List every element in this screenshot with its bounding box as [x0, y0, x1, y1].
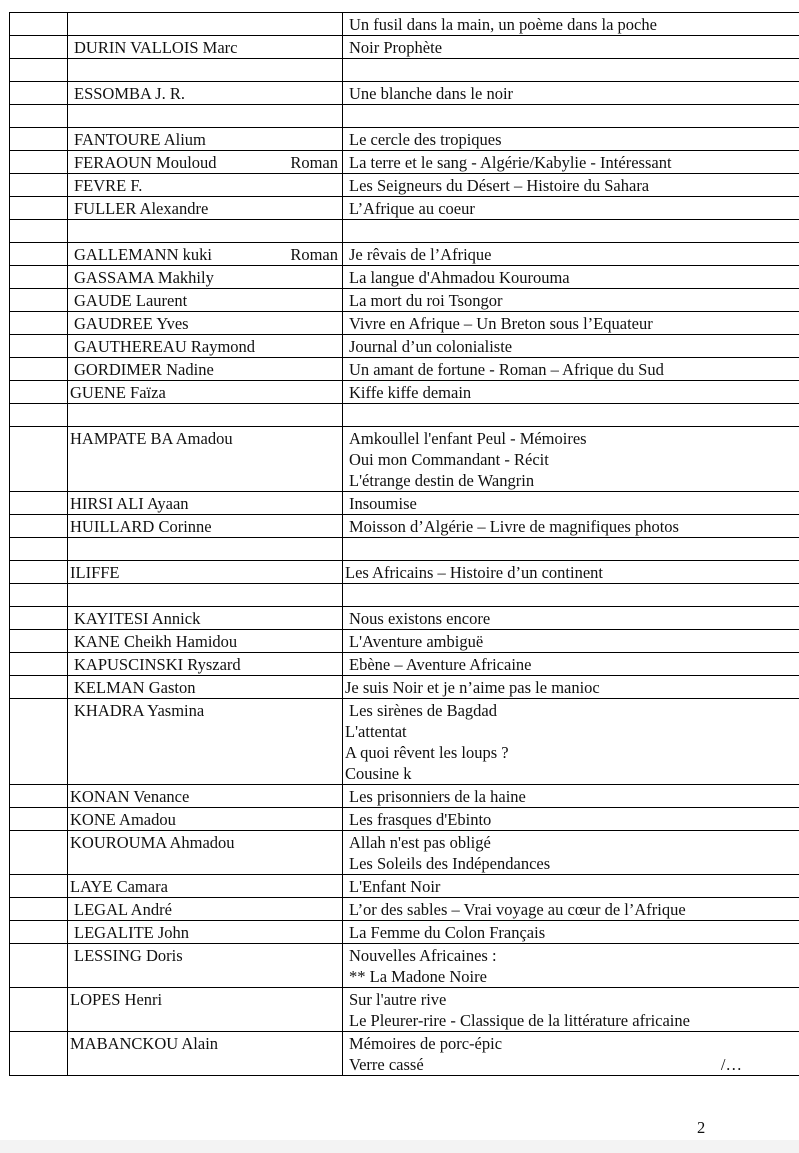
book-title: L'Enfant Noir — [349, 877, 441, 896]
index-cell — [10, 82, 68, 105]
author-cell — [68, 584, 343, 607]
author-cell — [68, 561, 343, 584]
author-name: LESSING Doris — [74, 946, 183, 965]
titles-cell — [343, 944, 799, 988]
book-title: L'attentat — [345, 722, 407, 741]
book-title-line — [349, 1054, 798, 1075]
titles-cell — [343, 538, 799, 561]
author-cell — [68, 59, 343, 82]
index-cell — [10, 988, 68, 1032]
titles-cell — [343, 921, 799, 944]
book-title: Les Seigneurs du Désert – Histoire du Sahara — [349, 176, 650, 195]
author-cell — [68, 197, 343, 220]
author-cell — [68, 699, 343, 785]
author-name: LEGAL André — [74, 900, 172, 919]
table-row — [10, 358, 799, 381]
table-row — [10, 427, 799, 492]
titles-cell — [343, 561, 799, 584]
titles-cell — [343, 831, 799, 875]
table-row — [10, 381, 799, 404]
author-cell — [68, 921, 343, 944]
author-name: GAUDE Laurent — [74, 291, 188, 310]
book-title: Noir Prophète — [349, 38, 443, 57]
index-cell — [10, 921, 68, 944]
table-row — [10, 988, 799, 1032]
book-title: Une blanche dans le noir — [349, 84, 514, 103]
author-cell — [68, 676, 343, 699]
author-name: FEVRE F. — [74, 176, 143, 195]
index-cell — [10, 898, 68, 921]
titles-cell — [343, 653, 799, 676]
book-title: La terre et le sang - Algérie/Kabylie - Intéressant — [349, 153, 672, 172]
index-cell — [10, 36, 68, 59]
titles-cell — [343, 699, 799, 785]
index-cell — [10, 312, 68, 335]
author-cell — [68, 82, 343, 105]
titles-cell — [343, 515, 799, 538]
titles-cell — [343, 584, 799, 607]
table-row — [10, 174, 799, 197]
book-title: La Femme du Colon Français — [349, 923, 546, 942]
book-title: Sur l'autre rive — [349, 990, 447, 1009]
table-row — [10, 584, 799, 607]
index-cell — [10, 515, 68, 538]
author-cell — [68, 831, 343, 875]
book-title: ** La Madone Noire — [349, 967, 487, 986]
table-row — [10, 875, 799, 898]
table-row — [10, 59, 799, 82]
author-cell — [68, 875, 343, 898]
titles-cell — [343, 197, 799, 220]
titles-cell — [343, 358, 799, 381]
titles-cell — [343, 243, 799, 266]
table-row — [10, 13, 799, 36]
book-title: Verre cassé — [349, 1055, 424, 1074]
book-title: Mémoires de porc-épic — [349, 1034, 503, 1053]
author-cell — [68, 427, 343, 492]
table-row — [10, 538, 799, 561]
titles-cell — [343, 785, 799, 808]
author-name: GASSAMA Makhily — [74, 268, 214, 287]
titles-cell — [343, 151, 799, 174]
table-row — [10, 1032, 799, 1076]
author-cell — [68, 808, 343, 831]
titles-cell — [343, 13, 799, 36]
titles-cell — [343, 875, 799, 898]
titles-cell — [343, 404, 799, 427]
author-cell — [68, 289, 343, 312]
index-cell — [10, 266, 68, 289]
titles-cell — [343, 82, 799, 105]
author-name: LOPES Henri — [70, 990, 163, 1009]
author-name: LEGALITE John — [74, 923, 190, 942]
table-row — [10, 266, 799, 289]
author-name: ESSOMBA J. R. — [74, 84, 185, 103]
book-title: L'Aventure ambiguë — [349, 632, 484, 651]
author-name: GAUTHEREAU Raymond — [74, 337, 256, 356]
author-name: FANTOURE Alium — [74, 130, 206, 149]
table-row — [10, 831, 799, 875]
book-title: La langue d'Ahmadou Kourouma — [349, 268, 570, 287]
author-cell — [68, 151, 343, 174]
index-cell — [10, 538, 68, 561]
book-title: L’or des sables – Vrai voyage au cœur de l’Afrique — [349, 900, 686, 919]
titles-cell — [343, 630, 799, 653]
author-name: LAYE Camara — [70, 877, 168, 896]
table-row — [10, 197, 799, 220]
book-table-body — [10, 13, 799, 1076]
index-cell — [10, 404, 68, 427]
book-title: Les Soleils des Indépendances — [349, 854, 551, 873]
book-title: Journal d’un colonialiste — [349, 337, 513, 356]
book-title: Le cercle des tropiques — [349, 130, 502, 149]
page-bottom-band — [0, 1140, 799, 1153]
index-cell — [10, 630, 68, 653]
titles-cell — [343, 898, 799, 921]
index-cell — [10, 358, 68, 381]
author-cell — [68, 653, 343, 676]
author-cell — [68, 898, 343, 921]
author-cell — [68, 358, 343, 381]
index-cell — [10, 676, 68, 699]
index-cell — [10, 220, 68, 243]
book-title: Les frasques d'Ebinto — [349, 810, 492, 829]
titles-cell — [343, 808, 799, 831]
titles-cell — [343, 289, 799, 312]
table-row — [10, 653, 799, 676]
book-title: Un fusil dans la main, un poème dans la poche — [349, 15, 657, 34]
book-title: Je suis Noir et je n’aime pas le manioc — [345, 678, 600, 697]
author-cell — [68, 220, 343, 243]
titles-cell — [343, 427, 799, 492]
author-name: KHADRA Yasmina — [74, 701, 205, 720]
index-cell — [10, 197, 68, 220]
index-cell — [10, 335, 68, 358]
index-cell — [10, 785, 68, 808]
book-title: Les prisonniers de la haine — [349, 787, 526, 806]
table-row — [10, 607, 799, 630]
author-cell — [68, 607, 343, 630]
table-row — [10, 151, 799, 174]
author-name: HAMPATE BA Amadou — [70, 429, 233, 448]
page-number: 2 — [697, 1118, 706, 1137]
book-title: Nouvelles Africaines : — [349, 946, 497, 965]
book-title: Je rêvais de l’Afrique — [349, 245, 492, 264]
titles-cell — [343, 381, 799, 404]
author-cell — [68, 785, 343, 808]
titles-cell — [343, 492, 799, 515]
genre-label: Roman — [290, 153, 338, 172]
author-cell — [68, 266, 343, 289]
titles-cell — [343, 312, 799, 335]
titles-cell — [343, 36, 799, 59]
book-title: Ebène – Aventure Africaine — [349, 655, 532, 674]
author-cell — [68, 243, 343, 266]
author-name: DURIN VALLOIS Marc — [74, 38, 238, 57]
index-cell — [10, 289, 68, 312]
author-cell — [68, 630, 343, 653]
table-row — [10, 220, 799, 243]
index-cell — [10, 808, 68, 831]
author-cell — [68, 404, 343, 427]
author-name: HIRSI ALI Ayaan — [70, 494, 189, 513]
author-name: KAPUSCINSKI Ryszard — [74, 655, 241, 674]
author-cell — [68, 174, 343, 197]
titles-cell — [343, 59, 799, 82]
author-name: KOUROUMA Ahmadou — [70, 833, 235, 852]
index-cell — [10, 561, 68, 584]
index-cell — [10, 584, 68, 607]
book-title: Moisson d’Algérie – Livre de magnifiques photos — [349, 517, 679, 536]
author-name: KANE Cheikh Hamidou — [74, 632, 238, 651]
author-cell — [68, 515, 343, 538]
titles-cell — [343, 1032, 799, 1076]
author-name: MABANCKOU Alain — [70, 1034, 219, 1053]
table-row — [10, 128, 799, 151]
author-name: GAUDREE Yves — [74, 314, 189, 333]
author-name: GALLEMANN kuki — [74, 245, 212, 264]
table-row — [10, 515, 799, 538]
table-row — [10, 944, 799, 988]
book-title: Les Africains – Histoire d’un continent — [345, 563, 603, 582]
book-title: Amkoullel l'enfant Peul - Mémoires — [349, 429, 587, 448]
author-name: GUENE Faïza — [70, 383, 166, 402]
index-cell — [10, 105, 68, 128]
index-cell — [10, 243, 68, 266]
index-cell — [10, 59, 68, 82]
author-name: FULLER Alexandre — [74, 199, 209, 218]
author-cell — [68, 1032, 343, 1076]
book-title: Kiffe kiffe demain — [349, 383, 472, 402]
table-row — [10, 492, 799, 515]
author-cell — [68, 13, 343, 36]
titles-cell — [343, 676, 799, 699]
author-cell — [68, 105, 343, 128]
table-row — [10, 699, 799, 785]
author-cell — [68, 128, 343, 151]
author-name: KAYITESI Annick — [74, 609, 201, 628]
book-title: A quoi rêvent les loups ? — [345, 743, 509, 762]
table-row — [10, 561, 799, 584]
titles-cell — [343, 174, 799, 197]
titles-cell — [343, 266, 799, 289]
book-title: L’Afrique au coeur — [349, 199, 475, 218]
book-title: Les sirènes de Bagdad — [349, 701, 497, 720]
author-name: HUILLARD Corinne — [70, 517, 212, 536]
table-row — [10, 243, 799, 266]
book-title: Allah n'est pas obligé — [349, 833, 491, 852]
author-cell — [68, 538, 343, 561]
book-title: Oui mon Commandant - Récit — [349, 450, 549, 469]
titles-cell — [343, 988, 799, 1032]
author-cell — [68, 335, 343, 358]
book-title: Insoumise — [349, 494, 417, 513]
index-cell — [10, 13, 68, 36]
table-row — [10, 921, 799, 944]
book-title: Le Pleurer-rire - Classique de la littérature africaine — [349, 1011, 690, 1030]
table-row — [10, 105, 799, 128]
author-name: KONE Amadou — [70, 810, 176, 829]
table-row — [10, 312, 799, 335]
table-row — [10, 808, 799, 831]
author-cell — [68, 944, 343, 988]
index-cell — [10, 653, 68, 676]
table-row — [10, 676, 799, 699]
book-title: La mort du roi Tsongor — [349, 291, 503, 310]
titles-cell — [343, 105, 799, 128]
book-title: Un amant de fortune - Roman – Afrique du Sud — [349, 360, 664, 379]
index-cell — [10, 492, 68, 515]
table-row — [10, 630, 799, 653]
index-cell — [10, 699, 68, 785]
book-title: Nous existons encore — [349, 609, 491, 628]
author-name: FERAOUN Mouloud — [74, 153, 217, 172]
author-name: KONAN Venance — [70, 787, 190, 806]
author-cell — [68, 312, 343, 335]
index-cell — [10, 128, 68, 151]
genre-label: Roman — [290, 245, 338, 264]
index-cell — [10, 831, 68, 875]
table-row — [10, 404, 799, 427]
index-cell — [10, 944, 68, 988]
index-cell — [10, 607, 68, 630]
author-cell — [68, 988, 343, 1032]
table-row — [10, 335, 799, 358]
index-cell — [10, 381, 68, 404]
titles-cell — [343, 128, 799, 151]
author-cell — [68, 381, 343, 404]
continuation-mark: /… — [720, 1055, 742, 1074]
index-cell — [10, 427, 68, 492]
book-title: L'étrange destin de Wangrin — [349, 471, 535, 490]
author-cell — [68, 492, 343, 515]
table-row — [10, 785, 799, 808]
index-cell — [10, 875, 68, 898]
index-cell — [10, 174, 68, 197]
titles-cell — [343, 220, 799, 243]
index-cell — [10, 151, 68, 174]
titles-cell — [343, 335, 799, 358]
author-name: GORDIMER Nadine — [74, 360, 214, 379]
author-name: KELMAN Gaston — [74, 678, 196, 697]
book-table — [9, 12, 799, 1076]
book-title: Vivre en Afrique – Un Breton sous l’Equateur — [349, 314, 653, 333]
author-name: ILIFFE — [70, 563, 120, 582]
author-cell — [68, 36, 343, 59]
titles-cell — [343, 607, 799, 630]
table-row — [10, 36, 799, 59]
table-row — [10, 289, 799, 312]
table-row — [10, 898, 799, 921]
index-cell — [10, 1032, 68, 1076]
table-row — [10, 82, 799, 105]
book-title: Cousine k — [345, 764, 412, 783]
